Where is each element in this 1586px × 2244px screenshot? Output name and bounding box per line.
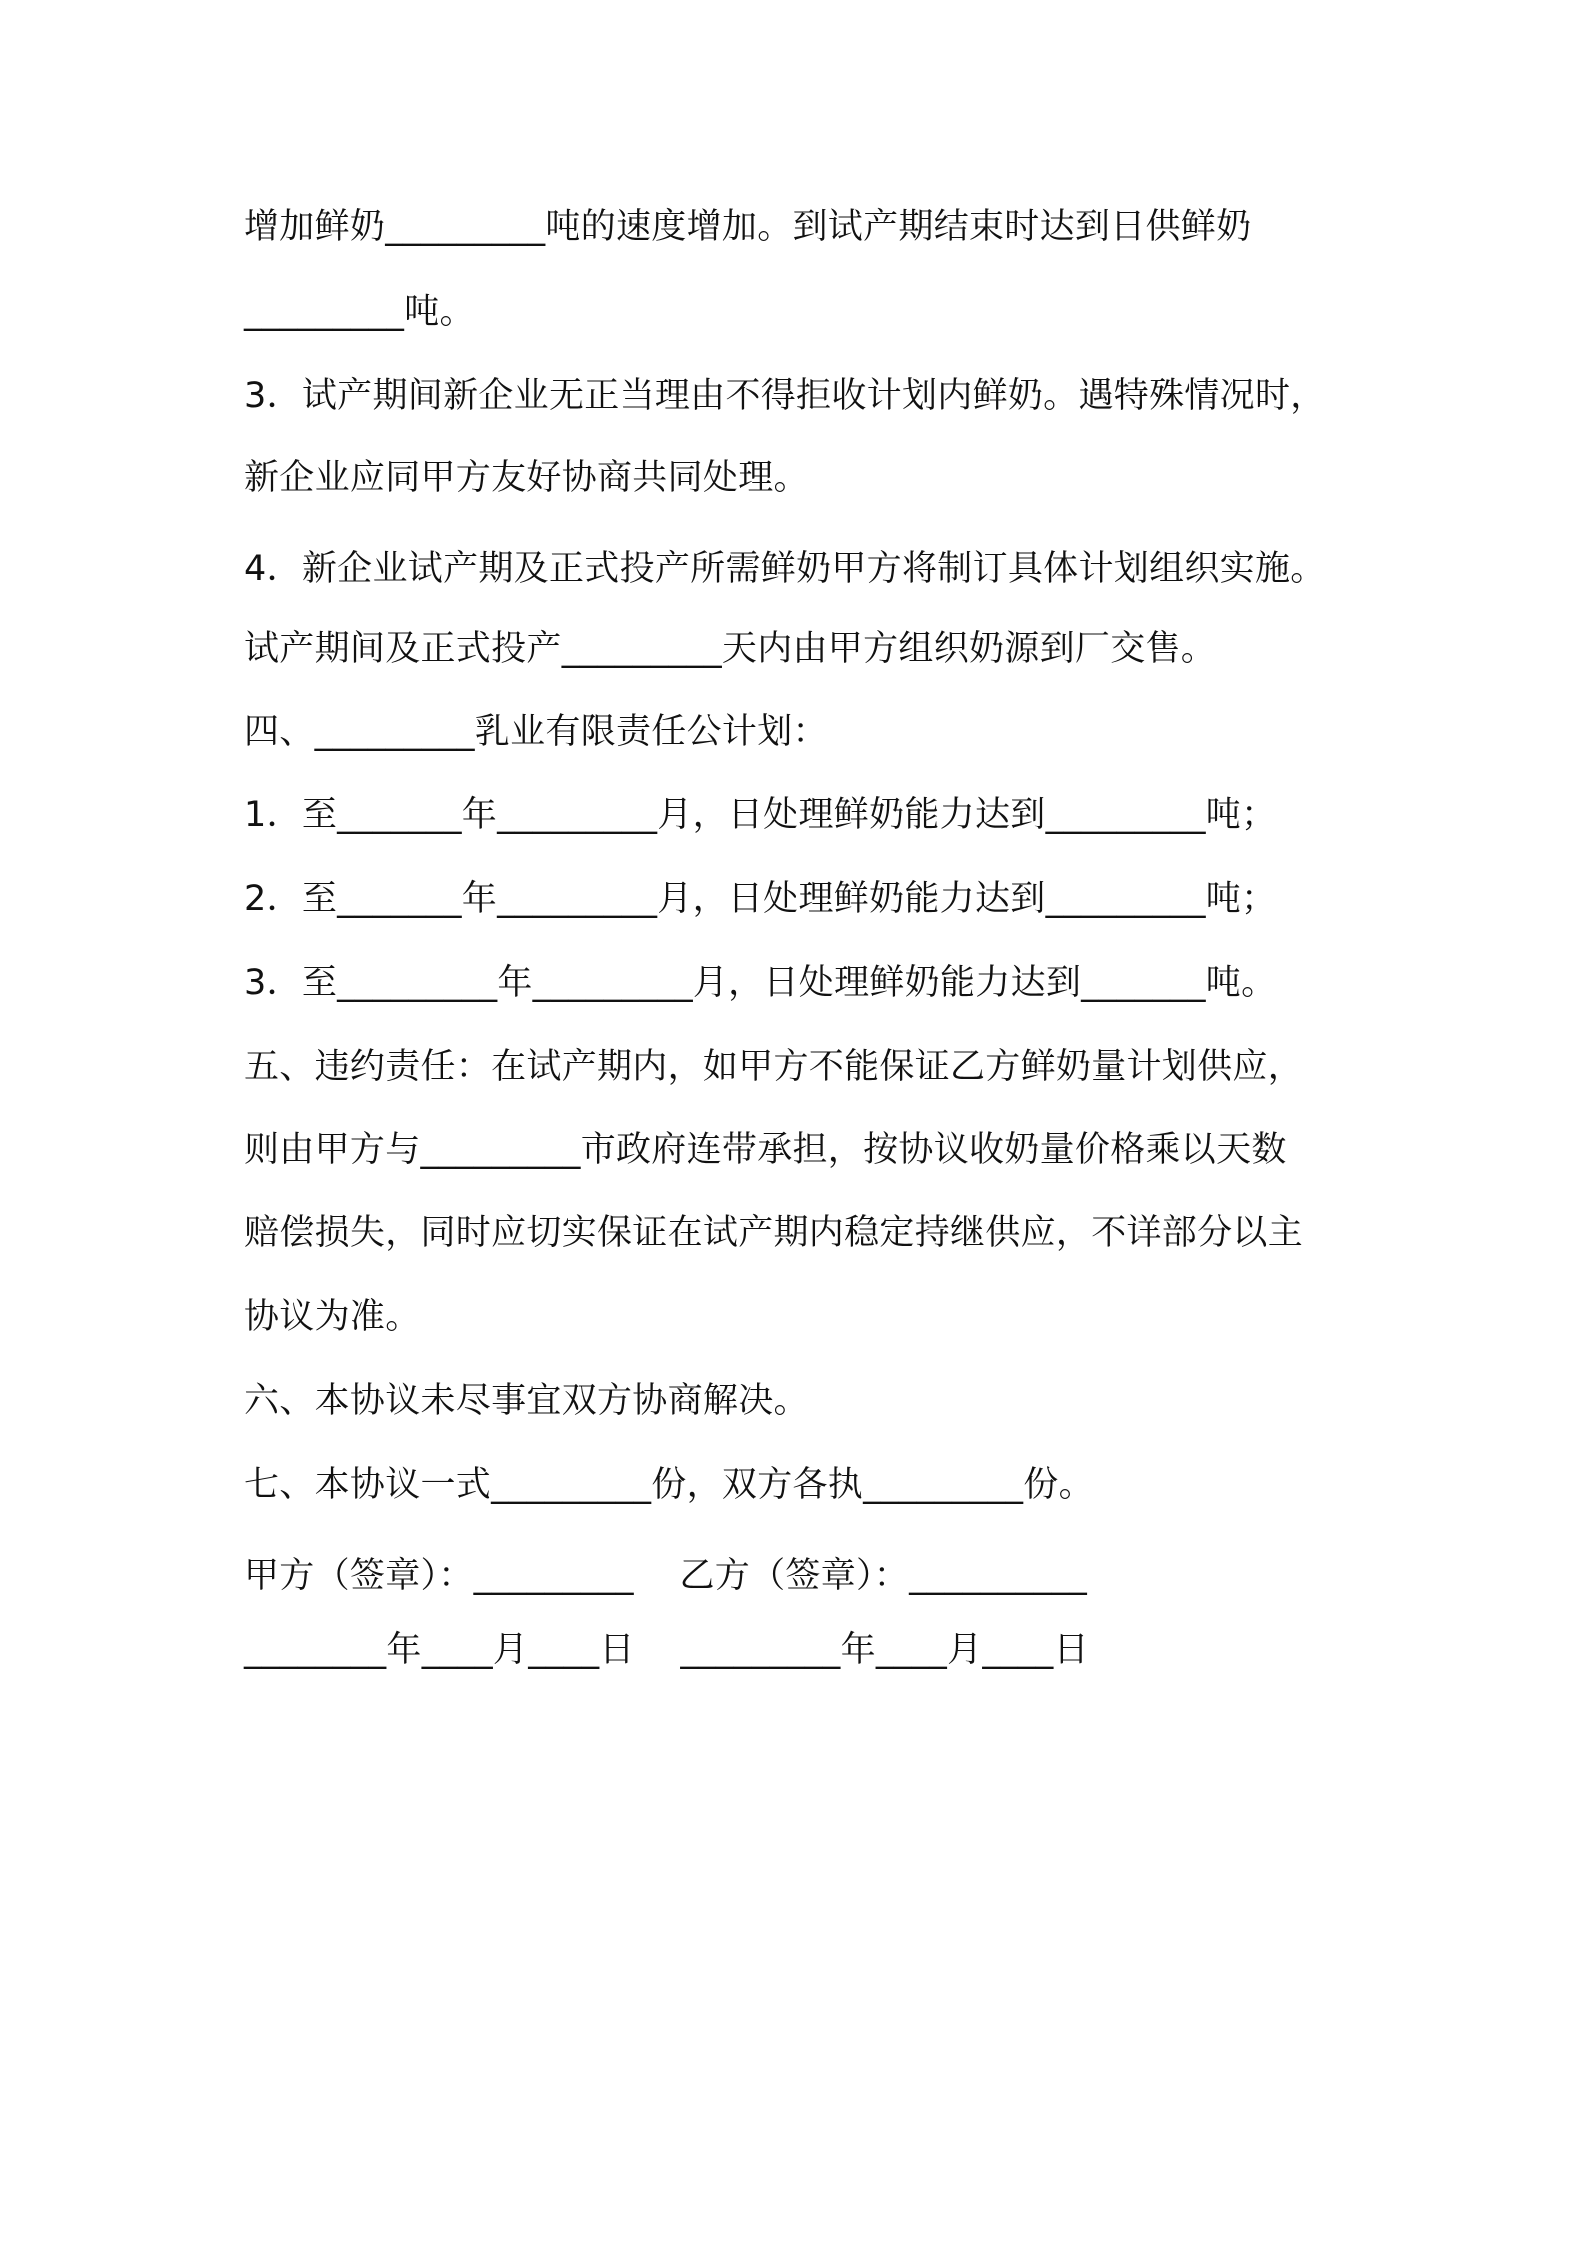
section-7-heading: 七、本协议一式_________份，双方各执_________份。 xyxy=(244,1465,1094,1505)
text-line: 增加鲜奶_________吨的速度增加。到试产期结束时达到日供鲜奶 xyxy=(244,207,1252,247)
section-5-heading: 五、违约责任：在试产期内，如甲方不能保证乙方鲜奶量计划供应， xyxy=(244,1047,1304,1087)
date-line: ________年____月____日 _________年____月____日 xyxy=(244,1630,1089,1670)
text-line: 试产期间及正式投产_________天内由甲方组织奶源到厂交售。 xyxy=(244,629,1217,669)
text-line: 新企业应同甲方友好协商共同处理。 xyxy=(244,458,809,498)
text-line: 赔偿损失，同时应切实保证在试产期内稳定持继供应，不详部分以主 xyxy=(244,1213,1304,1253)
signature-line: 甲方（签章）：_________ 乙方（签章）：__________ xyxy=(244,1556,1088,1596)
section-4-heading: 四、_________乳业有限责任公计划： xyxy=(244,712,828,752)
text-line: 协议为准。 xyxy=(244,1297,421,1337)
plan-item-2: 2．至_______年_________月，日处理鲜奶能力达到_________吨； xyxy=(244,879,1277,919)
clause-3-line: 3．试产期间新企业无正当理由不得拒收计划内鲜奶。遇特殊情况时， xyxy=(244,376,1326,416)
plan-item-1: 1．至_______年_________月，日处理鲜奶能力达到_________吨； xyxy=(244,795,1277,835)
section-6-heading: 六、本协议未尽事宜双方协商解决。 xyxy=(244,1381,809,1421)
text-line: _________吨。 xyxy=(244,292,475,332)
plan-item-3: 3．至_________年_________月，日处理鲜奶能力达到_______吨。 xyxy=(244,963,1277,1003)
text-line: 则由甲方与_________市政府连带承担，按协议收奶量价格乘以天数 xyxy=(244,1130,1287,1170)
clause-4-line: 4．新企业试产期及正式投产所需鲜奶甲方将制订具体计划组织实施。 xyxy=(244,549,1326,589)
